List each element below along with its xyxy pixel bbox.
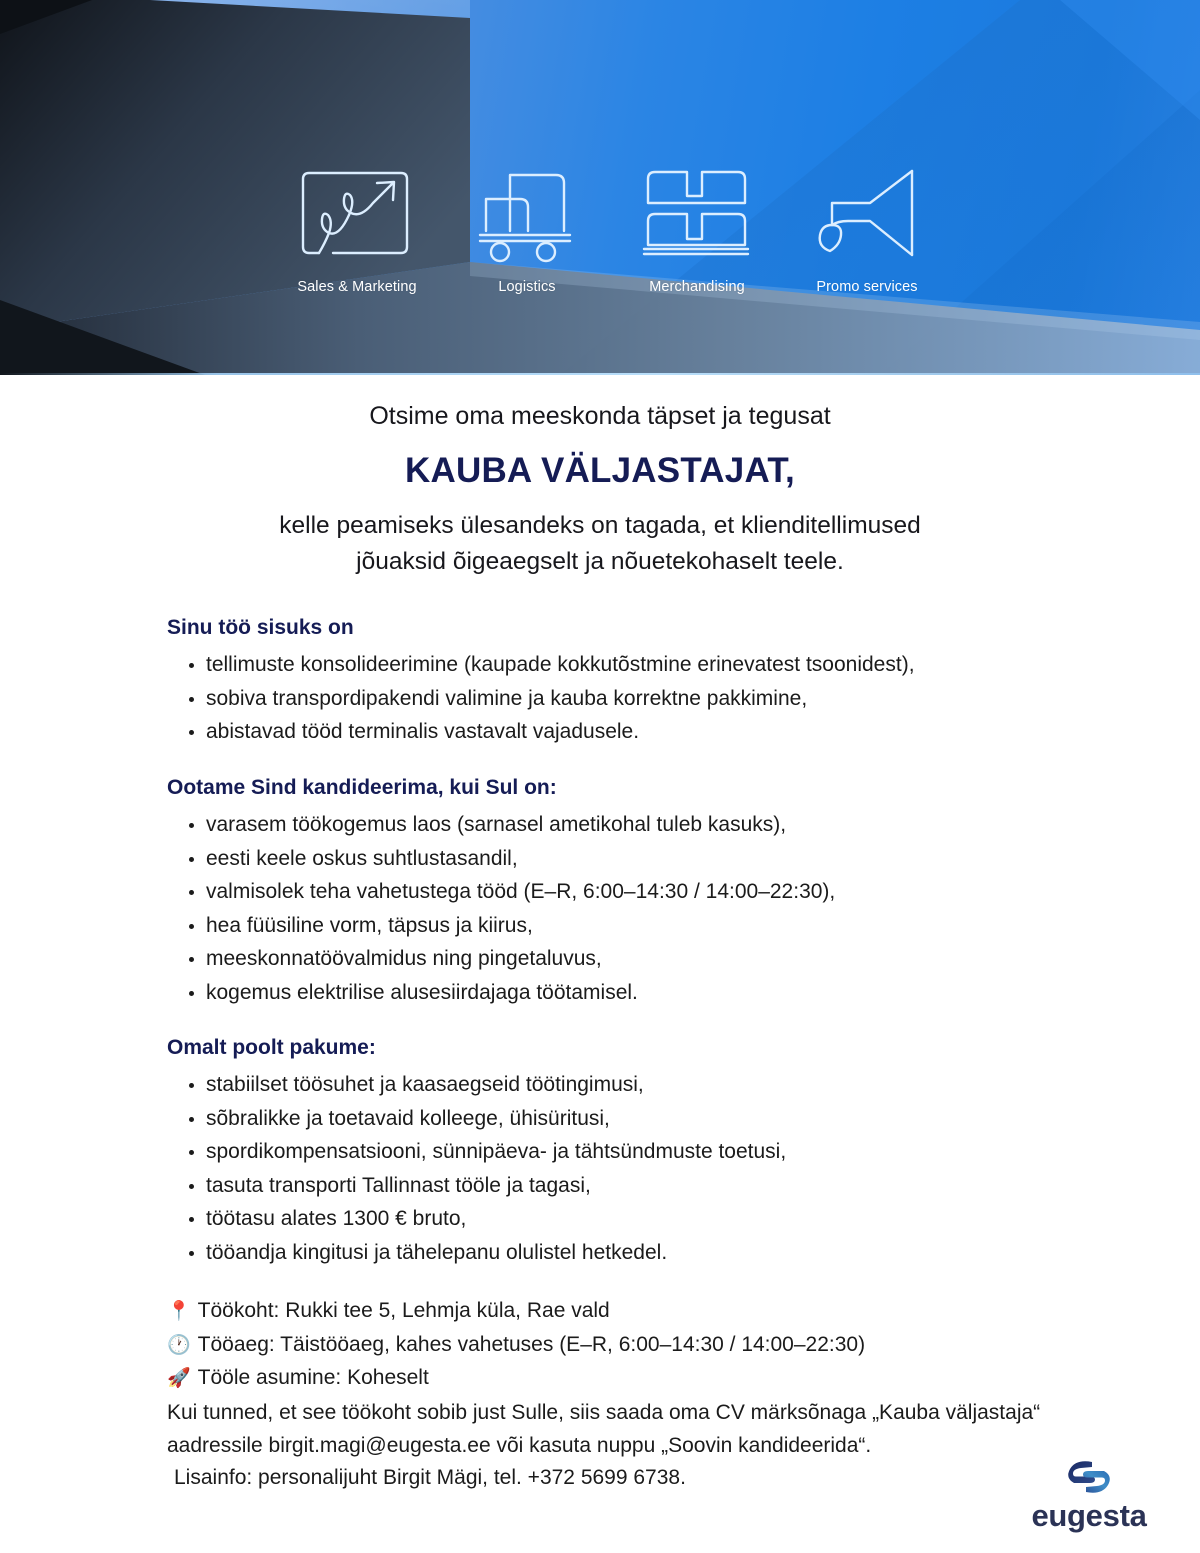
- clock-icon: 🕐: [167, 1334, 191, 1356]
- list-item: sõbralikke ja toetavaid kolleege, ühisüritusi,: [167, 1103, 1130, 1135]
- list-item: spordikompensatsiooni, sünnipäeva- ja tähtsündmuste toetusi,: [167, 1136, 1130, 1168]
- service-item-sales-marketing: [272, 160, 442, 295]
- section-heading: Omalt poolt pakume:: [167, 1036, 376, 1060]
- fact-working-hours: [167, 1328, 1130, 1361]
- eugesta-wordmark: eugesta: [1031, 1498, 1147, 1533]
- eugesta-logo-mark: [1065, 1458, 1113, 1496]
- hero-banner: [0, 0, 1200, 375]
- megaphone-icon: [808, 160, 926, 265]
- intro-block: [0, 375, 1200, 580]
- bullet-list: [167, 649, 1130, 748]
- service-icon-row: [0, 160, 1200, 295]
- section-responsibilities: [167, 614, 1130, 748]
- list-item: tasuta transporti Tallinnast tööle ja tagasi,: [167, 1170, 1130, 1202]
- growth-chart-icon: [297, 160, 417, 265]
- section-heading: Sinu töö sisuks on: [167, 616, 354, 639]
- list-item: tööandja kingitusi ja tähelepanu olulistel hetkedel.: [167, 1237, 1130, 1269]
- location-pin-icon: 📍: [167, 1301, 191, 1323]
- closing-block: [167, 1397, 1112, 1495]
- fact-working-hours-text: Tööaeg: Täistööaeg, kahes vahetuses (E–R, 6:00–14:30 / 14:00–22:30): [197, 1332, 866, 1356]
- job-facts: [167, 1294, 1130, 1394]
- shelf-rack-icon: [640, 160, 755, 265]
- bullet-list: [167, 809, 1130, 1008]
- page-title: KAUBA VÄLJASTAJAT,: [405, 450, 795, 490]
- service-item-logistics: [442, 160, 612, 295]
- intro-subtitle-line-1: kelle peamiseks ülesandeks on tagada, et klienditellimused: [279, 511, 921, 539]
- intro-lead: Otsime oma meeskonda täpset ja tegusat: [369, 402, 831, 430]
- list-item: meeskonnatöövalmidus ning pingetaluvus,: [167, 943, 1130, 975]
- fact-start-date: [167, 1361, 1130, 1394]
- list-item: kogemus elektrilise alusesiirdajaga töötamisel.: [167, 977, 1130, 1009]
- service-item-merchandising: [612, 160, 782, 295]
- list-item: valmisolek teha vahetustega tööd (E–R, 6:00–14:30 / 14:00–22:30),: [167, 876, 1130, 908]
- section-requirements: [167, 774, 1130, 1008]
- list-item: stabiilset töösuhet ja kaasaegseid töötingimusi,: [167, 1069, 1130, 1101]
- cart-boxes-icon: [472, 160, 582, 265]
- closing-contact: Lisainfo: personalijuht Birgit Mägi, tel. +372 5699 6738.: [174, 1466, 686, 1490]
- eugesta-logo: [1014, 1458, 1164, 1531]
- service-label-promo-services: Promo services: [816, 279, 918, 295]
- sections-container: [0, 614, 1200, 1495]
- list-item: abistavad tööd terminalis vastavalt vajadusele.: [167, 716, 1130, 748]
- list-item: eesti keele oskus suhtlustasandil,: [167, 843, 1130, 875]
- service-label-logistics: Logistics: [498, 279, 556, 295]
- closing-paragraph: Kui tunned, et see töökoht sobib just Sulle, siis saada oma CV märksõnaga „Kauba väljastaja“ aadressile birgit.magi@eugesta.ee või kasuta nuppu „Soovin kandideerida“.: [167, 1400, 1041, 1457]
- service-item-promo-services: [782, 160, 952, 295]
- fact-location: [167, 1294, 1130, 1327]
- fact-start-date-text: Tööle asumine: Koheselt: [197, 1365, 429, 1389]
- fact-location-text: Töökoht: Rukki tee 5, Lehmja küla, Rae vald: [197, 1299, 610, 1323]
- intro-subtitle-line-2: jõuaksid õigeaegselt ja nõuetekohaselt teele.: [356, 547, 844, 575]
- list-item: varasem töökogemus laos (sarnasel ametikohal tuleb kasuks),: [167, 809, 1130, 841]
- bullet-list: [167, 1069, 1130, 1268]
- service-label-sales-marketing: Sales & Marketing: [297, 279, 417, 295]
- rocket-icon: 🚀: [167, 1367, 191, 1389]
- list-item: tellimuste konsolideerimine (kaupade kokkutõstmine erinevatest tsoonidest),: [167, 649, 1130, 681]
- section-heading: Ootame Sind kandideerima, kui Sul on:: [167, 775, 557, 799]
- service-label-merchandising: Merchandising: [649, 279, 745, 295]
- list-item: töötasu alates 1300 € bruto,: [167, 1203, 1130, 1235]
- section-offer: [167, 1034, 1130, 1268]
- list-item: hea füüsiline vorm, täpsus ja kiirus,: [167, 910, 1130, 942]
- list-item: sobiva transpordipakendi valimine ja kauba korrektne pakkimine,: [167, 683, 1130, 715]
- job-posting-content: [0, 375, 1200, 1495]
